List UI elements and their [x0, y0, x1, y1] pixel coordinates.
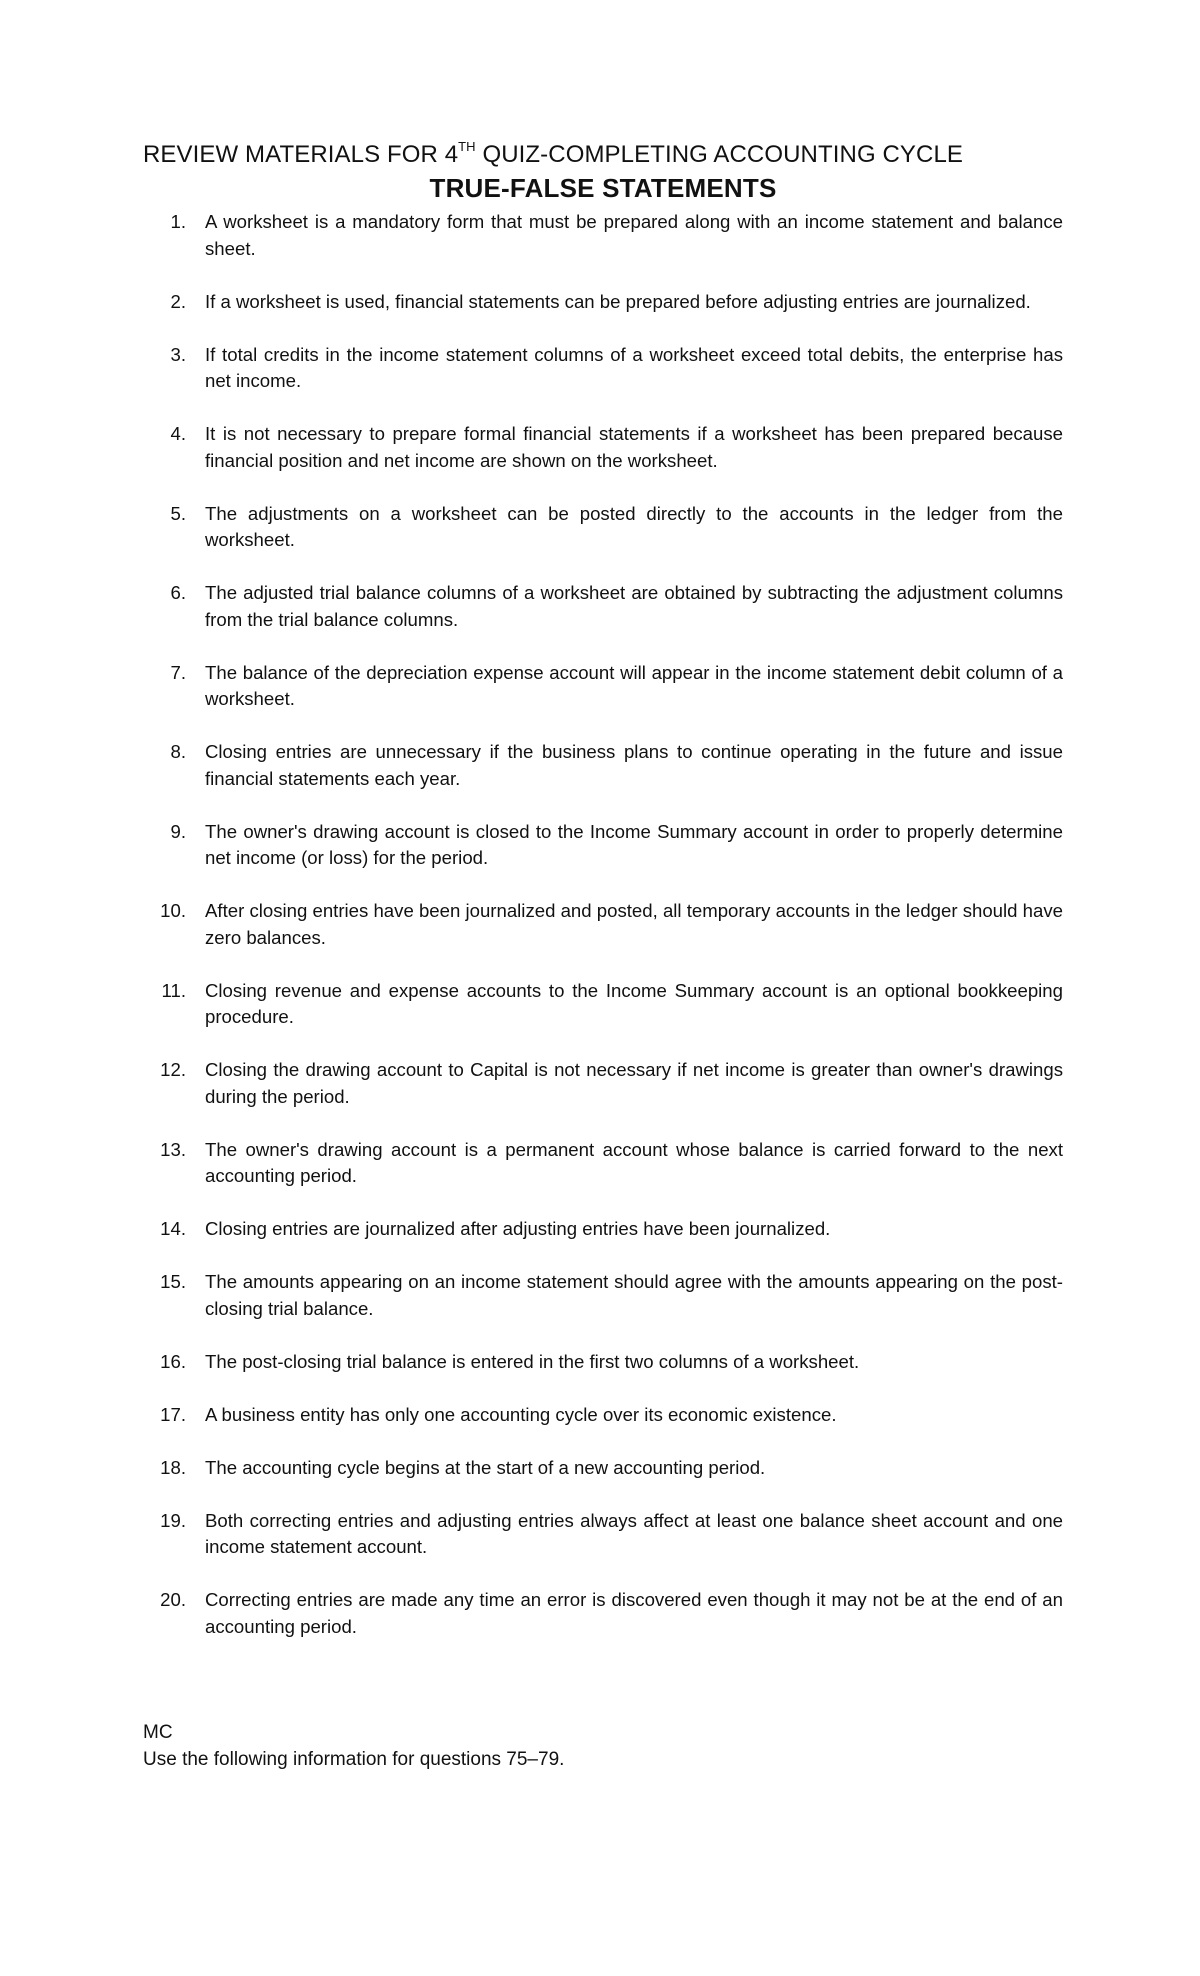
item-text: A business entity has only one accounting cycle over its economic existence. — [205, 1403, 837, 1425]
list-item — [143, 580, 1063, 633]
item-number: 5. — [170, 502, 186, 524]
item-number: 9. — [170, 820, 186, 842]
list-item — [143, 1402, 1063, 1429]
item-number: 16. — [160, 1350, 186, 1372]
list-item — [143, 1508, 1063, 1561]
list-item — [143, 289, 1063, 316]
document-title-suffix: QUIZ-COMPLETING ACCOUNTING CYCLE — [475, 141, 964, 168]
item-number: 11. — [161, 979, 186, 1001]
true-false-list — [143, 209, 1063, 1640]
item-number: 18. — [160, 1456, 186, 1478]
list-item — [143, 739, 1063, 792]
item-number: 12. — [160, 1059, 186, 1080]
item-text: The owner's drawing account is closed to the Income Summary account in order to properly determine net income (or loss) for the period. — [205, 820, 1063, 868]
item-number: 4. — [170, 423, 186, 444]
item-text: If a worksheet is used, financial statements can be prepared before adjusting entries are journalized. — [205, 290, 1031, 312]
list-item — [143, 660, 1063, 713]
item-text: The owner's drawing account is a permanent account whose balance is carried forward to the next accounting period. — [205, 1138, 1063, 1186]
item-text: The accounting cycle begins at the start of a new accounting period. — [205, 1456, 766, 1478]
list-item — [143, 1269, 1063, 1322]
item-number: 19. — [160, 1509, 186, 1531]
item-text: Closing the drawing account to Capital is not necessary if net income is greater than owner's drawings during the period. — [205, 1059, 1063, 1107]
item-number: 6. — [170, 582, 186, 603]
document-title-prefix: REVIEW MATERIALS FOR 4 — [143, 141, 459, 168]
list-item — [143, 209, 1063, 262]
item-text: Closing entries are journalized after adjusting entries have been journalized. — [205, 1218, 831, 1239]
item-text: The post-closing trial balance is entered in the first two columns of a worksheet. — [205, 1350, 860, 1372]
list-item — [143, 1587, 1063, 1640]
item-number: 3. — [170, 343, 186, 365]
item-text: Closing revenue and expense accounts to the Income Summary account is an optional bookkeeping procedure. — [205, 979, 1063, 1027]
list-item — [143, 898, 1063, 951]
list-item — [143, 1349, 1063, 1376]
list-item — [143, 978, 1063, 1031]
document-title-superscript: TH — [458, 139, 476, 154]
item-number: 7. — [170, 661, 186, 683]
item-number: 15. — [160, 1271, 186, 1292]
item-number: 14. — [160, 1218, 186, 1239]
section-heading: TRUE-FALSE STATEMENTS — [429, 173, 777, 203]
item-text: The balance of the depreciation expense account will appear in the income statement debit column of a worksheet. — [205, 661, 1063, 709]
item-text: If total credits in the income statement columns of a worksheet exceed total debits, the enterprise has net income. — [205, 343, 1063, 391]
list-item — [143, 1057, 1063, 1110]
item-text: The adjustments on a worksheet can be posted directly to the accounts in the ledger from the worksheet. — [205, 502, 1063, 550]
item-text: The adjusted trial balance columns of a worksheet are obtained by subtracting the adjustment columns from the trial balance columns. — [205, 582, 1063, 630]
list-item — [143, 501, 1063, 554]
item-number: 13. — [160, 1138, 186, 1160]
item-number: 2. — [170, 290, 186, 312]
item-number: 10. — [160, 900, 186, 921]
list-item — [143, 819, 1063, 872]
item-number: 20. — [160, 1589, 186, 1610]
document-title — [143, 138, 1063, 172]
item-text: Correcting entries are made any time an error is discovered even though it may not be at the end of an accounting period. — [205, 1589, 1063, 1637]
item-text: Both correcting entries and adjusting entries always affect at least one balance sheet account and one income statement account. — [205, 1509, 1063, 1557]
list-item — [143, 1455, 1063, 1482]
item-text: A worksheet is a mandatory form that must be prepared along with an income statement and balance sheet. — [205, 211, 1063, 259]
list-item — [143, 1137, 1063, 1190]
mc-instruction: Use the following information for questions 75–79. — [143, 1748, 565, 1770]
list-item — [143, 421, 1063, 474]
item-text: Closing entries are unnecessary if the business plans to continue operating in the future and issue financial statements each year. — [205, 741, 1063, 789]
mc-section — [143, 1720, 564, 1773]
document-page — [143, 138, 1063, 1667]
list-item — [143, 342, 1063, 395]
item-number: 17. — [160, 1403, 186, 1425]
list-item — [143, 1216, 1063, 1243]
item-number: 1. — [170, 211, 186, 232]
item-number: 8. — [170, 741, 186, 762]
mc-label: MC — [143, 1722, 173, 1743]
item-text: After closing entries have been journalized and posted, all temporary accounts in the ledger should have zero balances. — [205, 900, 1063, 948]
item-text: It is not necessary to prepare formal financial statements if a worksheet has been prepared because financial position and net income are shown on the worksheet. — [205, 423, 1063, 471]
item-text: The amounts appearing on an income statement should agree with the amounts appearing on the post-closing trial balance. — [205, 1271, 1063, 1319]
